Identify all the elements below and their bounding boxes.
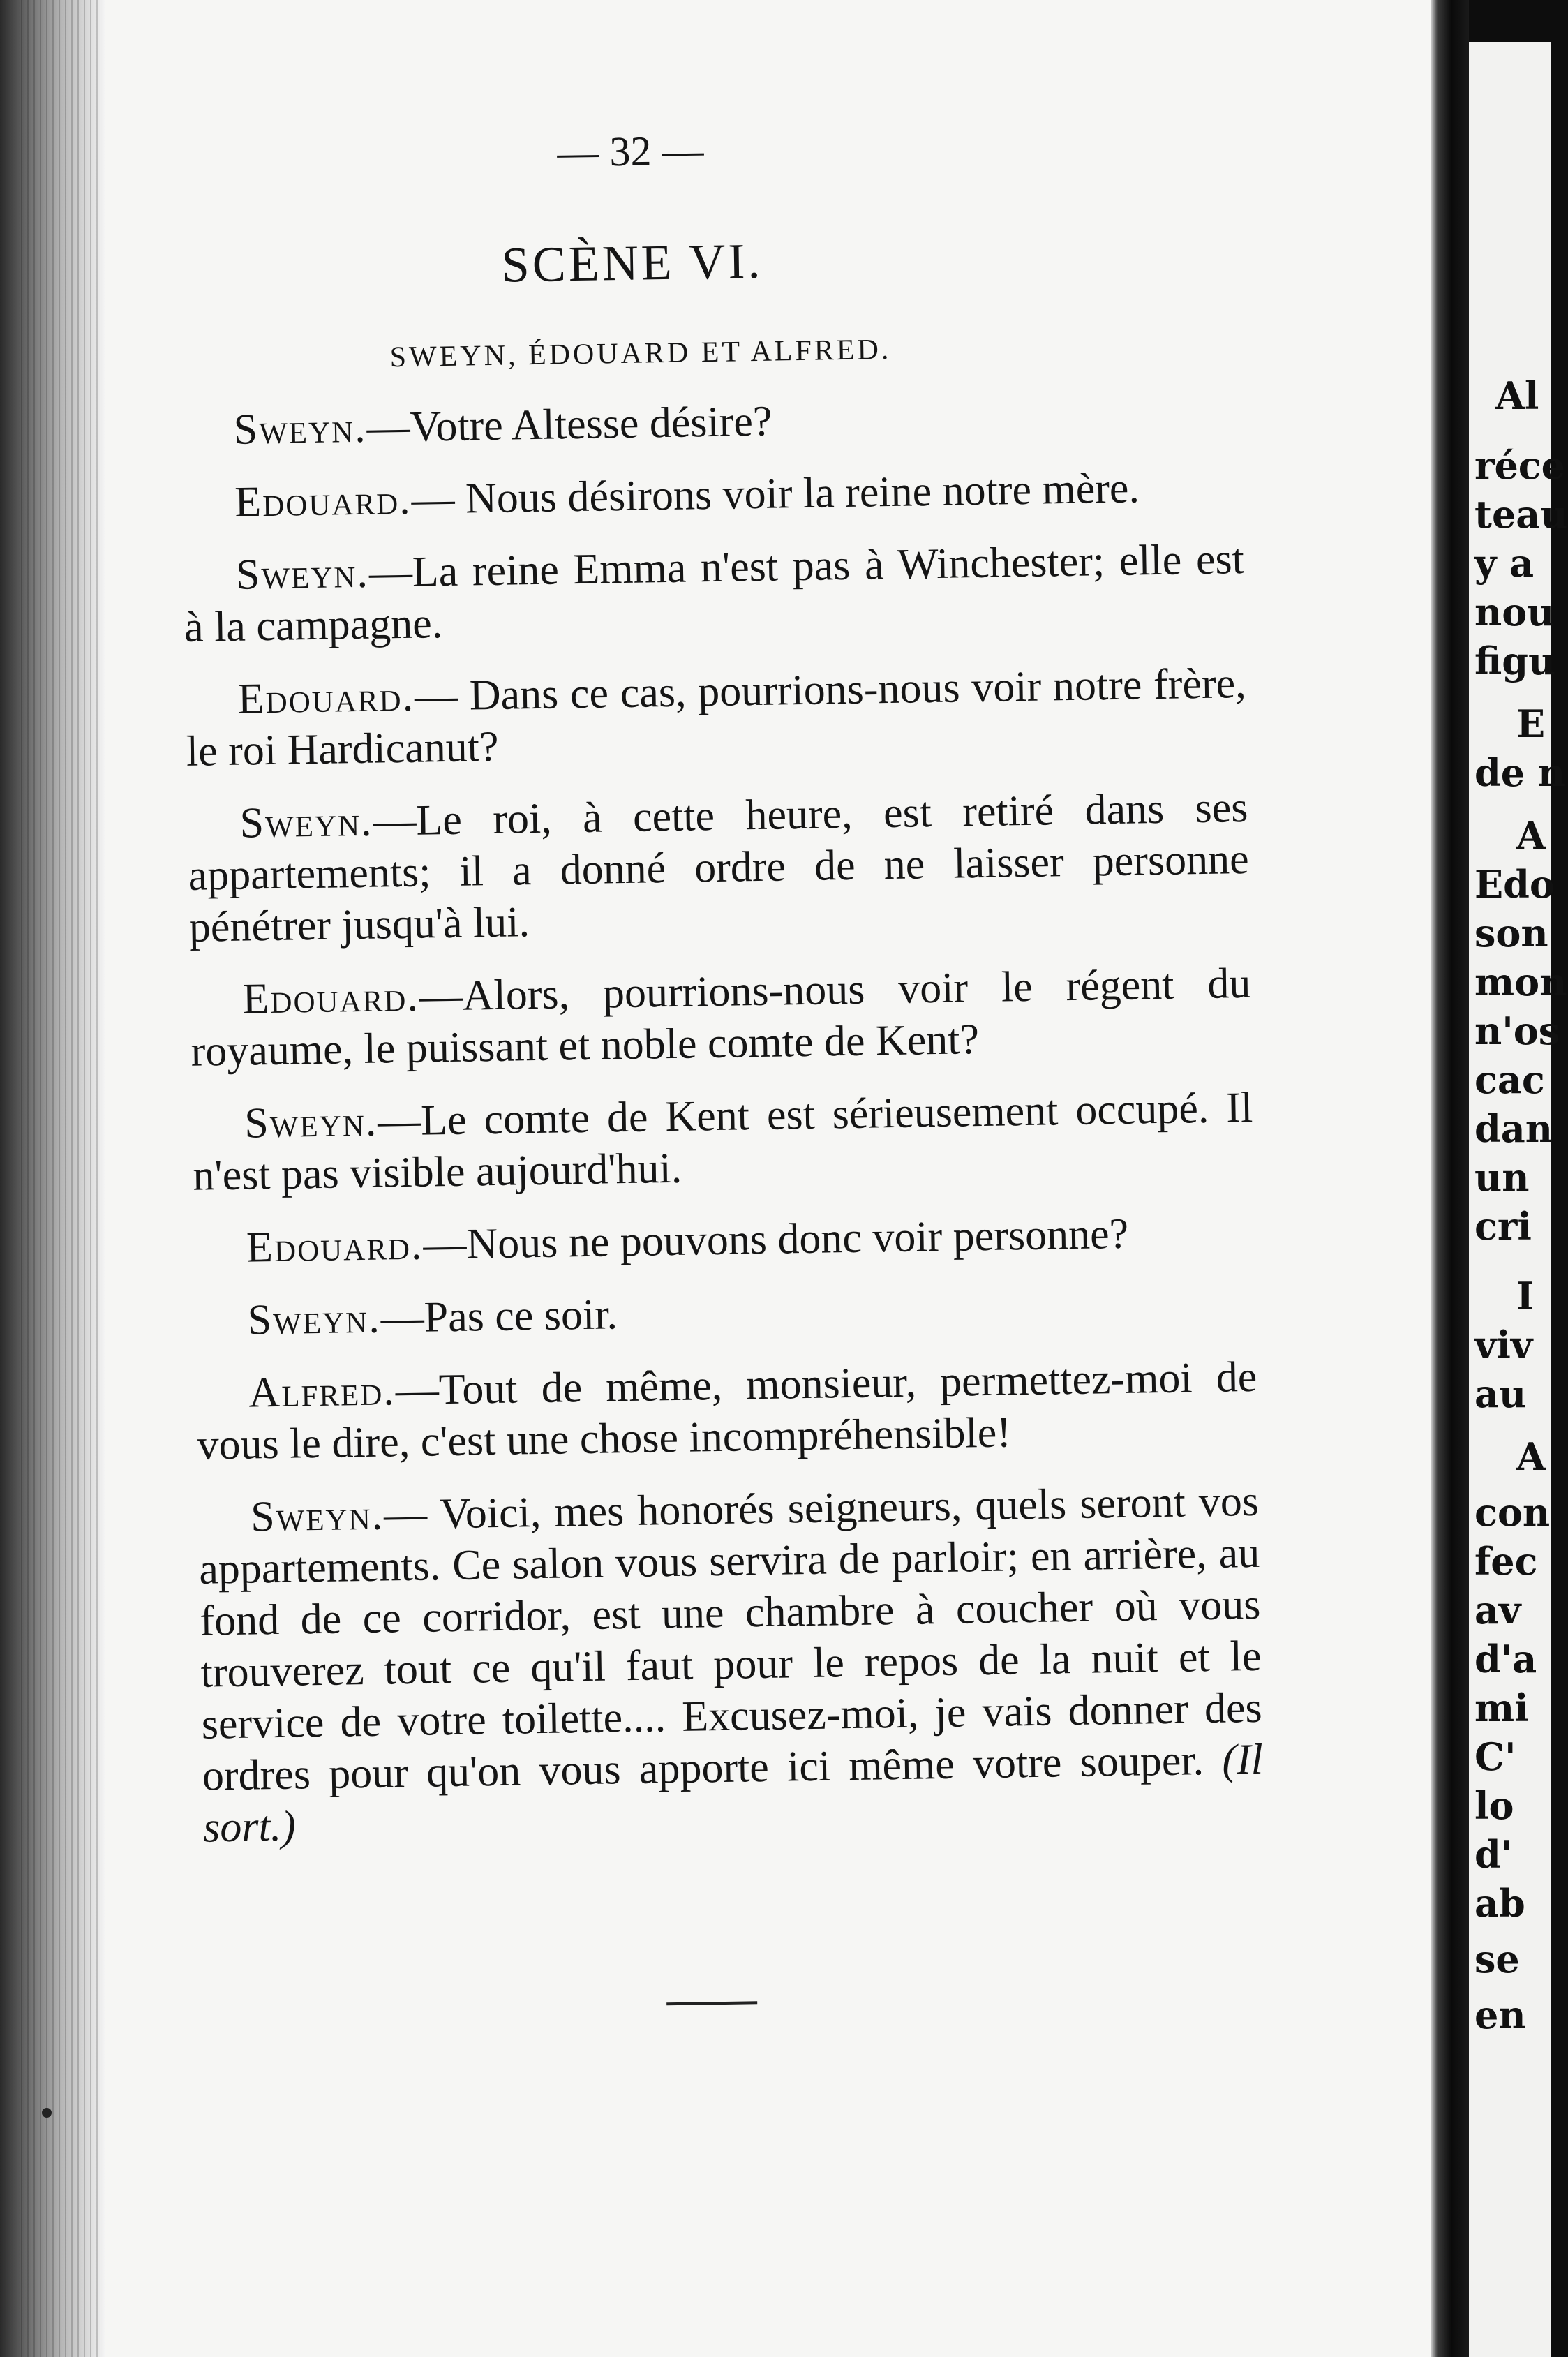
speech-text: —Le roi, à cette heure, est retiré dans ses appartements; il a donné ordre de ne laisser personne pénétrer jusqu'à lui. [188,783,1250,951]
speech-11 [198,1475,1264,1854]
facing-page-fragment: d' [1474,1832,1513,1877]
binding-gutter [0,0,105,2357]
speech-6 [190,958,1252,1078]
scene-title: SCÈNE VI. [501,232,763,293]
stage-direction: (Il sort.) [202,1735,1264,1852]
facing-page-fragment: Al [1495,373,1539,418]
speech-text: — Dans ce cas, pourrions-nous voir notre frère, le roi Hardicanut? [186,660,1247,775]
speech-7 [192,1082,1254,1202]
speech-2 [182,461,1244,529]
margin-dot [42,2108,52,2118]
facing-page-edge [1469,42,1568,2357]
speech-text: —Alors, pourrions-nous voir le régent du royaume, le puissant et noble comte de Kent? [191,959,1251,1076]
speaker-name: Sweyn. [235,549,370,599]
facing-page-fragment: son [1474,911,1548,956]
facing-page-fragment: se [1474,1937,1520,1981]
speech-text: —Tout de même, monsieur, permettez-moi de vous le dire, c'est une chose incompréhensible! [196,1353,1257,1469]
speech-text: — Voici, mes honorés seigneurs, quels seront vos appartements. Ce salon vous servira de parloir; en arrière, au fond de ce corridor, est une chambre à coucher où vous trouverez tout ce qu'il faut pour le repos de la nuit et le service de votre toilette.... Excusez-moi, je vais donner des ordres pour qu'on vous apporte ici même votre souper. [198,1477,1263,1800]
dialogue [181,388,1264,1875]
speech-text: —Votre Altesse désire? [366,397,772,452]
facing-page-fragment: nou [1474,590,1555,634]
facing-page-fragment: au [1474,1371,1527,1416]
facing-page-fragment: un [1474,1155,1530,1200]
facing-page-fragment: cac [1474,1057,1545,1102]
facing-page-fragment: viv [1474,1323,1533,1367]
speaker-name: Alfred. [248,1367,396,1417]
speaker-name: Edouard. [241,972,420,1023]
speech-text: —Le comte de Kent est sérieusement occupé. Il n'est pas visible aujourd'hui. [192,1083,1253,1200]
speaker-name: Sweyn. [247,1294,382,1344]
page-number: — 32 — [556,127,704,176]
speech-9 [195,1279,1256,1347]
facing-page-fragment: A [1516,1434,1546,1479]
facing-page-fragment: teau [1474,492,1568,537]
facing-page-fragment: A [1516,813,1546,858]
speech-text: —La reine Emma n'est pas à Winchester; elle est à la campagne. [184,535,1245,651]
facing-page-fragment: de n [1474,750,1566,795]
speech-10 [196,1351,1258,1471]
facing-page-fragment: Edo [1474,862,1555,907]
facing-page-fragment: av [1474,1588,1521,1633]
speaker-name: Edouard. [234,475,412,526]
speech-text: — Nous désirons voir la reine notre mère. [411,464,1140,523]
speech-text: —Nous ne pouvons donc voir personne? [422,1210,1129,1269]
facing-page-fragment: dan [1474,1106,1553,1151]
speaker-name: Edouard. [237,672,415,723]
speech-8 [194,1206,1255,1274]
facing-page-fragment: figu [1474,639,1556,683]
facing-page-fragment: réce [1474,443,1566,488]
speaker-name: Edouard. [246,1221,424,1272]
speech-3 [183,533,1245,653]
facing-page-fragment: con [1474,1490,1551,1535]
speaker-name: Sweyn. [233,403,368,454]
facing-page-fragment: en [1474,1993,1526,2037]
facing-page-fragment: mi [1474,1686,1529,1730]
speech-4 [185,657,1247,778]
speech-5 [187,782,1250,953]
speaker-name: Sweyn. [244,1097,378,1147]
facing-page-fragment: lo [1474,1783,1514,1828]
facing-page-fragment: y a [1474,541,1535,586]
binding-texture [21,0,98,2357]
facing-page-fragment: E [1516,701,1546,746]
speech-text: —Pas ce soir. [380,1291,618,1342]
facing-page-fragment: fec [1474,1539,1538,1584]
facing-page-fragment: I [1516,1274,1535,1318]
speaker-name: Sweyn. [239,797,374,847]
characters-line: SWEYN, ÉDOUARD ET ALFRED. [389,333,892,374]
speaker-name: Sweyn. [250,1491,384,1541]
facing-page-fragment: d'a [1474,1637,1537,1681]
facing-page-fragment: ab [1474,1881,1525,1926]
facing-page-fragment: cri [1474,1204,1532,1249]
facing-page-fragment: mon [1474,960,1567,1004]
facing-page-fragment: n'os [1474,1009,1560,1053]
page-divider-shadow [1431,0,1469,2357]
facing-page-fragment: C' [1474,1734,1516,1779]
